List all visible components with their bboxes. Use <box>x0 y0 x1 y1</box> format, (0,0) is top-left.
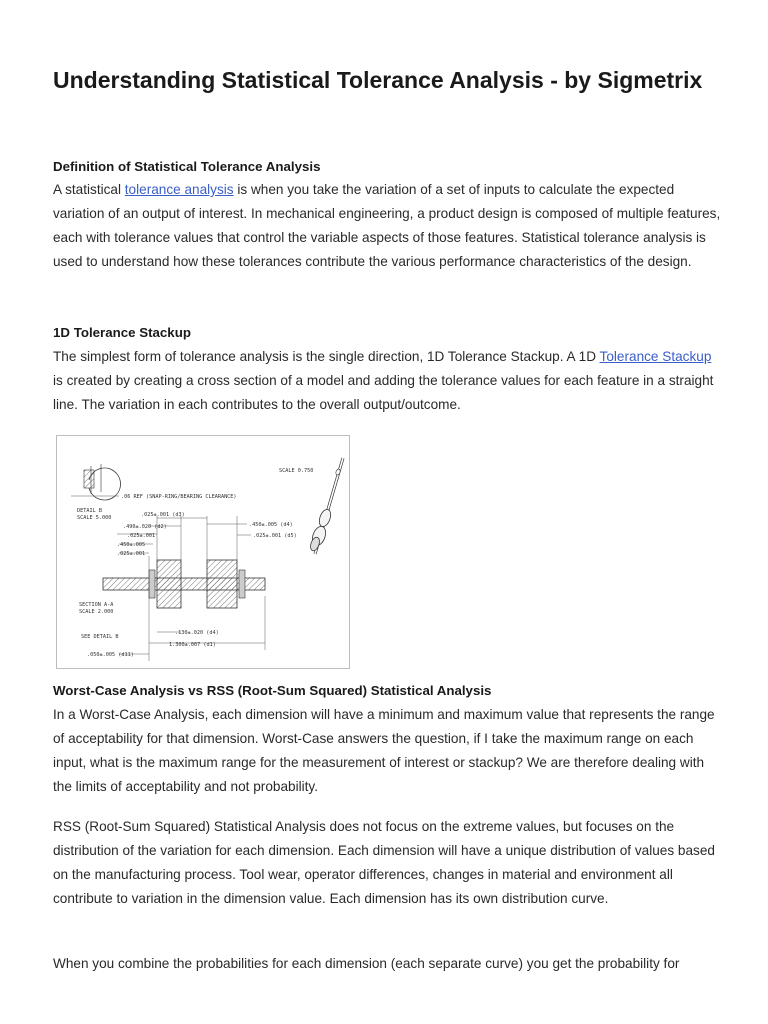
definition-text-start: A statistical <box>53 182 125 197</box>
section-heading-1d-stackup: 1D Tolerance Stackup <box>53 325 191 340</box>
dim-d3-label: .025±.001 (d3) <box>141 512 185 518</box>
engineering-drawing-svg <box>57 436 351 670</box>
dim-b-label: .450±.005 <box>117 542 146 548</box>
definition-paragraph <box>53 178 721 274</box>
combined-probability-paragraph: When you combine the probabilities for each dimension (each separate curve) you get the probability for <box>53 956 680 971</box>
section-scale-label: SCALE 2.000 <box>79 609 114 615</box>
detail-scale-label: SCALE 5.000 <box>77 515 112 521</box>
tolerance-stackup-drawing <box>56 435 350 669</box>
stackup-text-rest: is created by creating a cross section of a model and adding the tolerance values for each feature in a straight line. The variation in each contributes to the overall output/outcome. <box>53 373 714 412</box>
rss-paragraph: RSS (Root-Sum Squared) Statistical Analysis does not focus on the extreme values, but focuses on the distribution of the variation for each dimension. Each dimension will have a unique distribution of values based on the manufacturing process. Tool wear, operator differences, changes in material and environment all contribute to variation in the dimension value. Each dimension has its own distribution curve. <box>53 819 715 906</box>
dim-d1-label: 1.300±.007 (d1) <box>169 642 216 648</box>
stackup-paragraph <box>53 345 721 417</box>
detail-view <box>84 464 120 500</box>
tolerance-stackup-link[interactable]: Tolerance Stackup <box>599 349 712 364</box>
shaft-3d-view <box>309 458 343 554</box>
page-title: Understanding Statistical Tolerance Analysis - by Sigmetrix <box>53 67 703 93</box>
detail-label: DETAIL B <box>77 508 102 514</box>
dim-c-label: .025±.001 <box>117 551 146 557</box>
stackup-text-start: The simplest form of tolerance analysis is the single direction, 1D Tolerance Stackup. A 1D <box>53 349 600 364</box>
tolerance-analysis-link[interactable]: tolerance analysis <box>124 182 234 197</box>
ref-label: .06 REF (SNAP-RING/BEARING CLEARANCE) <box>121 494 237 500</box>
dim-d5-label: .025±.001 (d5) <box>253 533 297 539</box>
definition-text-rest: is when you take the variation of a set of inputs to calculate the expected variation of an output of interest. In mechanical engineering, a product design is composed of multiple features, each with tolerance values that control the variable aspects of those features. Statistical tolerance analysis is used to understand how these tolerances contribute the various performance characteristics of the design. <box>53 182 721 269</box>
scale-label: SCALE 0.750 <box>279 468 314 474</box>
section-heading-definition: Definition of Statistical Tolerance Analysis <box>53 159 321 174</box>
see-detail-label: SEE DETAIL B <box>81 634 119 640</box>
section-heading-worst-case: Worst-Case Analysis vs RSS (Root-Sum Squared) Statistical Analysis <box>53 683 492 698</box>
dim-d11-label: .050±.005 (d11) <box>87 652 134 658</box>
dim-d2-label: .490±.020 (d2) <box>123 524 167 530</box>
worst-case-paragraph: In a Worst-Case Analysis, each dimension will have a minimum and maximum value that represents the range of acceptability for that dimension. Worst-Case answers the question, if I take the maximum range on each input, what is the maximum range for the measurement of interest or stackup? We are therefore dealing with the limits of acceptability and not probability. <box>53 707 715 794</box>
dim-a-label: .025±.001 <box>127 533 156 539</box>
dim-d4-bottom-label: .130±.020 (d4) <box>175 630 219 636</box>
dim-d4-top-label: .450±.005 (d4) <box>249 522 293 528</box>
section-label: SECTION A-A <box>79 602 114 608</box>
